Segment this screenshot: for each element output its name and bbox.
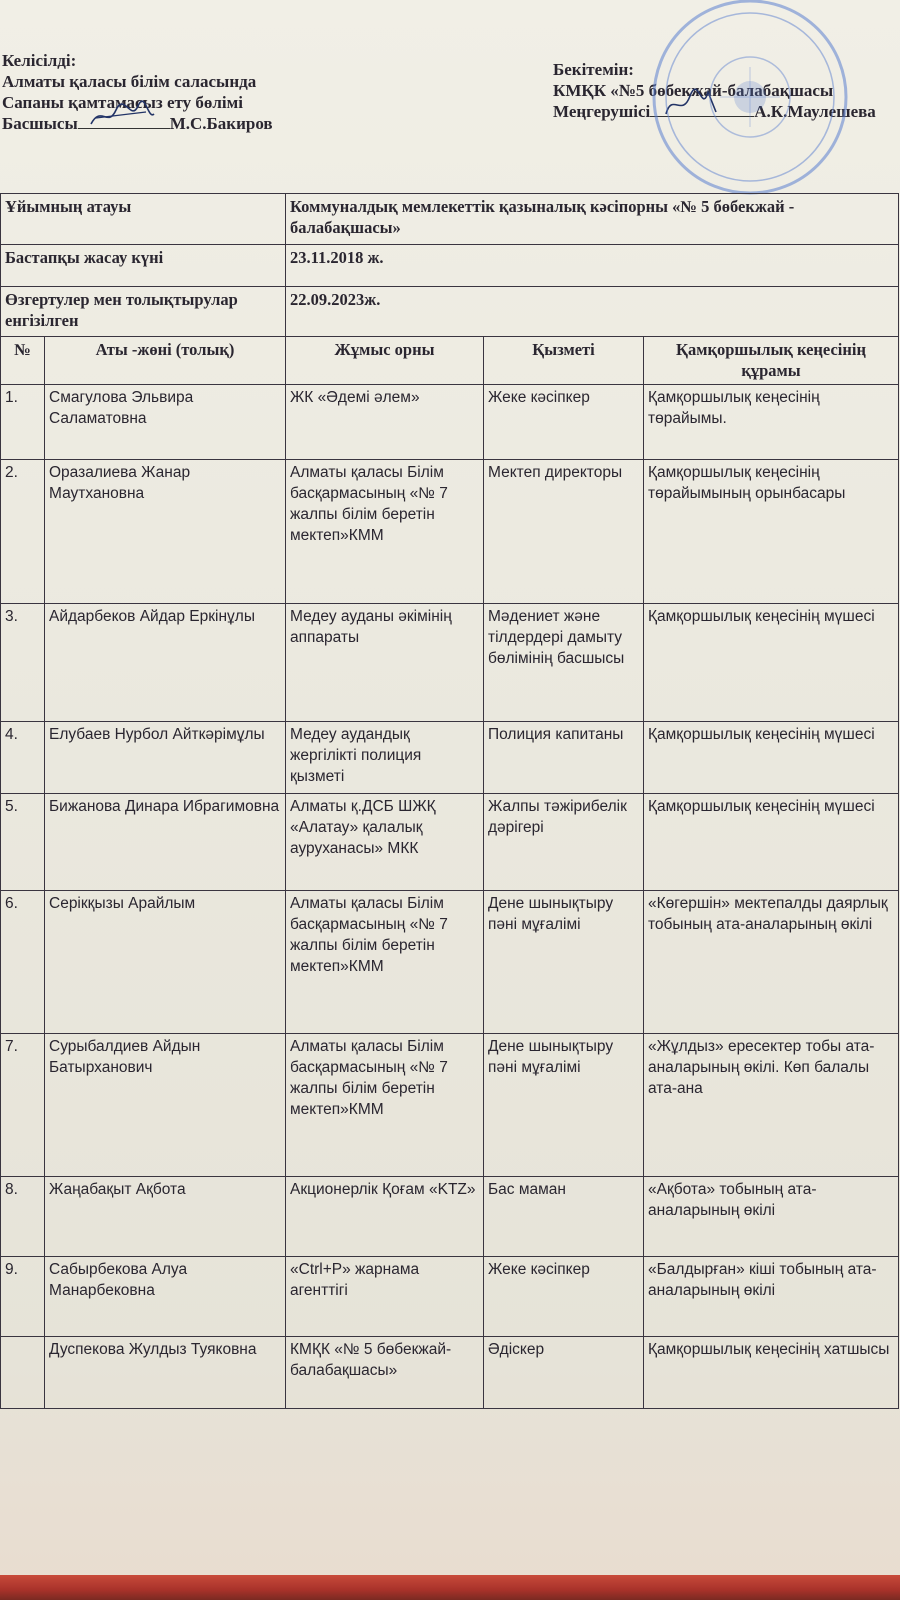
row-position: Полиция капитаны — [484, 722, 644, 794]
row-role: Қамқоршылық кеңесінің төрайымының орынбасары — [644, 460, 899, 604]
row-name: Смагулова Эльвира Саламатовна — [45, 385, 286, 460]
approved-org-line: КМҚК «№5 бөбекжай-балабақшасы — [553, 81, 834, 100]
changes-label: Өзгертулер мен толықтырулар енгізілген — [1, 287, 286, 337]
table-row — [1, 604, 899, 722]
row-num: 6. — [1, 891, 45, 1034]
row-workplace: Медеу аудандық жергілікті полиция қызметі — [286, 722, 484, 794]
table-header — [1, 337, 899, 385]
row-workplace: Алматы қаласы Білім басқармасының «№ 7 жалпы білім беретін мектеп»КММ — [286, 1034, 484, 1177]
col-header-position: Қызметі — [484, 337, 644, 385]
org-label: Ұйымның атауы — [1, 194, 286, 245]
col-header-num: № — [1, 337, 45, 385]
table-row — [1, 1257, 899, 1337]
handwritten-signature-icon — [658, 88, 728, 118]
approval-block-agreed — [2, 50, 273, 134]
approved-heading: Бекітемін: — [553, 60, 634, 79]
fabric-edge — [0, 1575, 900, 1600]
table-row — [1, 891, 899, 1034]
row-position: Дене шынықтыру пәні мұғалімі — [484, 891, 644, 1034]
row-name: Жаңабақыт Ақбота — [45, 1177, 286, 1257]
row-name: Бижанова Динара Ибрагимовна — [45, 794, 286, 891]
row-workplace: Алматы қаласы Білім басқармасының «№ 7 жалпы білім беретін мектеп»КММ — [286, 891, 484, 1034]
info-row-start — [1, 245, 899, 287]
approved-head-name: А.К.Маулешева — [754, 102, 876, 121]
row-workplace: Медеу ауданы әкімінің аппараты — [286, 604, 484, 722]
row-position: Жалпы тәжірибелік дәрігері — [484, 794, 644, 891]
row-workplace: Алматы қ.ДСБ ШЖҚ «Алатау» қалалық ауруханасы» МКК — [286, 794, 484, 891]
row-position: Мектеп директоры — [484, 460, 644, 604]
changes-value: 22.09.2023ж. — [286, 287, 899, 337]
row-role: Қамқоршылық кеңесінің мүшесі — [644, 722, 899, 794]
row-workplace: Акционерлік Қоғам «KTZ» — [286, 1177, 484, 1257]
agreed-dept-line: Сапаны қамтамасыз ету бөлімі — [2, 93, 243, 112]
col-header-workplace: Жұмыс орны — [286, 337, 484, 385]
row-num: 3. — [1, 604, 45, 722]
row-name: Сабырбекова Алуа Манарбековна — [45, 1257, 286, 1337]
agreed-org-line: Алматы қаласы білім саласында — [2, 72, 257, 91]
row-role: Қамқоршылық кеңесінің мүшесі — [644, 604, 899, 722]
row-num — [1, 1337, 45, 1409]
start-value: 23.11.2018 ж. — [286, 245, 899, 287]
row-role: «Жұлдыз» ересектер тобы ата-аналарының өкілі. Көп балалы ата-ана — [644, 1034, 899, 1177]
table-row — [1, 385, 899, 460]
table-row — [1, 1177, 899, 1257]
row-name: Айдарбеков Айдар Еркінұлы — [45, 604, 286, 722]
org-value: Коммуналдық мемлекеттік қазыналық кәсіпорны «№ 5 бөбекжай - балабақшасы» — [286, 194, 899, 245]
row-num: 9. — [1, 1257, 45, 1337]
row-position: Дене шынықтыру пәні мұғалімі — [484, 1034, 644, 1177]
row-name: Сурыбалдиев Айдын Батырханович — [45, 1034, 286, 1177]
info-row-changes — [1, 287, 899, 337]
approved-head-title: Меңгерушісі — [553, 102, 651, 121]
start-label: Бастапқы жасау күні — [1, 245, 286, 287]
row-role: «Балдырған» кіші тобының ата-аналарының өкілі — [644, 1257, 899, 1337]
signature-placeholder — [78, 114, 170, 129]
table-row — [1, 460, 899, 604]
row-role: Қамқоршылық кеңесінің хатшысы — [644, 1337, 899, 1409]
row-position: Әдіскер — [484, 1337, 644, 1409]
agreed-head-name: М.С.Бакиров — [169, 114, 273, 133]
row-num: 5. — [1, 794, 45, 891]
row-name: Дуспекова Жулдыз Туяковна — [45, 1337, 286, 1409]
board-members-table — [0, 193, 899, 1409]
row-name: Оразалиева Жанар Маутхановна — [45, 460, 286, 604]
approval-block-approved — [553, 59, 876, 122]
row-num: 2. — [1, 460, 45, 604]
table-row — [1, 794, 899, 891]
row-num: 7. — [1, 1034, 45, 1177]
table-row — [1, 722, 899, 794]
row-position: Бас маман — [484, 1177, 644, 1257]
col-header-name: Аты -жөні (толық) — [45, 337, 286, 385]
row-role: Қамқоршылық кеңесінің төрайымы. — [644, 385, 899, 460]
row-role: Қамқоршылық кеңесінің мүшесі — [644, 794, 899, 891]
signature-placeholder — [650, 102, 754, 117]
agreed-signature-line — [2, 113, 273, 134]
row-workplace: КМҚК «№ 5 бөбекжай-балабақшасы» — [286, 1337, 484, 1409]
row-position: Жеке кәсіпкер — [484, 1257, 644, 1337]
handwritten-signature-icon — [86, 100, 156, 130]
row-position: Мәдениет және тілдердері дамыту бөлімінің басшысы — [484, 604, 644, 722]
row-num: 1. — [1, 385, 45, 460]
table-row — [1, 1337, 899, 1409]
info-row-org — [1, 194, 899, 245]
row-num: 4. — [1, 722, 45, 794]
row-name: Елубаев Нурбол Айткәрімұлы — [45, 722, 286, 794]
row-workplace: Алматы қаласы Білім басқармасының «№ 7 жалпы білім беретін мектеп»КММ — [286, 460, 484, 604]
row-num: 8. — [1, 1177, 45, 1257]
agreed-head-title: Басшысы — [2, 114, 78, 133]
row-name: Серікқызы Арайлым — [45, 891, 286, 1034]
table-row — [1, 1034, 899, 1177]
agreed-heading: Келісілді: — [2, 51, 77, 70]
row-workplace: «Ctrl+P» жарнама агенттігі — [286, 1257, 484, 1337]
col-header-role: Қамқоршылық кеңесінің құрамы — [644, 337, 899, 385]
approved-signature-line — [553, 101, 876, 122]
row-role: «Көгершін» мектепалды даярлық тобының ата-аналарының өкілі — [644, 891, 899, 1034]
row-workplace: ЖК «Әдемі әлем» — [286, 385, 484, 460]
row-position: Жеке кәсіпкер — [484, 385, 644, 460]
row-role: «Ақбота» тобының ата-аналарының өкілі — [644, 1177, 899, 1257]
